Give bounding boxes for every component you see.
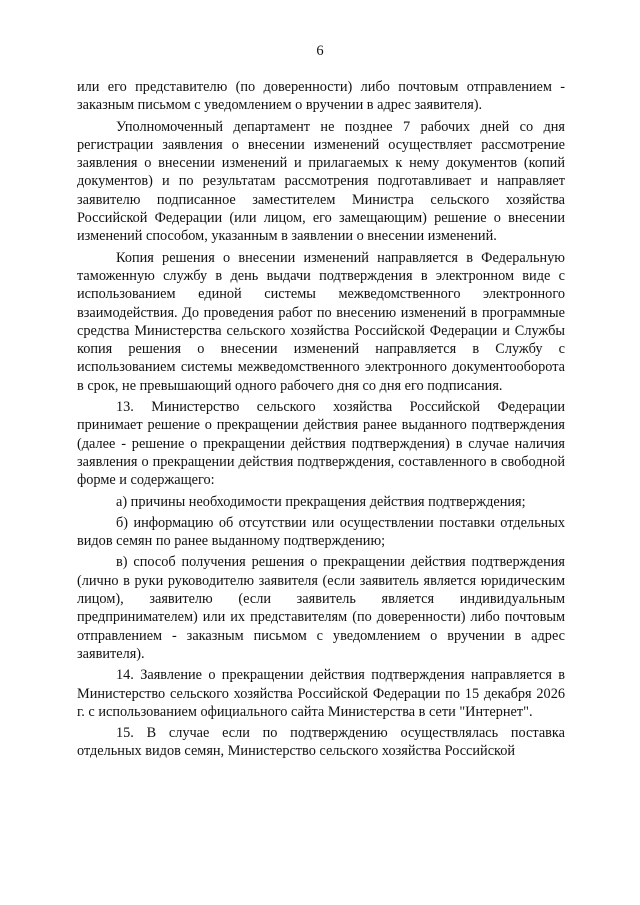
paragraph-review: Уполномоченный департамент не позднее 7 рабочих дней со дня регистрации заявления о внесении изменений осуществляет рассмотрение заявления о внесении изменений и прилагаемых к нему документов (копий документов) и по результатам рассмотрения подготавливает и направляет заявителю подписанное заместителем Министра сельского хозяйства Российской Федерации (или лицом, его замещающим) решение о внесении изменений способом, указанным в заявлении о внесении изменений. <box>77 118 565 245</box>
paragraph-item-15: 15. В случае если по подтверждению осуществлялась поставка отдельных видов семян, Министерство сельского хозяйства Российской <box>77 725 565 760</box>
paragraph-item-14: 14. Заявление о прекращении действия подтверждения направляется в Министерство сельского хозяйства Российской Федерации по 15 декабря 2026 г. с использованием официального сайта Министерства в сети "Интернет". <box>77 667 565 720</box>
paragraph-copy-decision: Копия решения о внесении изменений направляется в Федеральную таможенную службу в день выдачи подтверждения в электронном виде с использованием единой системы межведомственного электронного взаимодействия. До проведения работ по внесению изменений в программные средства Министерства сельского хозяйства Российской Федерации и Службы копия решения о внесении изменений направляется в Службу с использованием системы межведомственного электронного документооборота в срок, не превышающий одного рабочего дня со дня его подписания. <box>77 249 565 394</box>
paragraph-continuation: или его представителю (по доверенности) либо почтовым отправлением - заказным письмом с уведомлением о вручении в адрес заявителя). <box>77 79 565 114</box>
page-number: 6 <box>316 43 324 59</box>
paragraph-item-13c: в) способ получения решения о прекращении действия подтверждения (лично в руки руководителю заявителя (если заявитель является юридическим лицом), заявителю (если заявитель является индивидуальным предпринимателем) или их представителям (по доверенности) либо почтовым отправлением - заказным письмом с уведомлением о вручении в адрес заявителя). <box>77 554 565 662</box>
document-body <box>77 78 565 761</box>
paragraph-item-13b: б) информацию об отсутствии или осуществлении поставки отдельных видов семян по ранее выданному подтверждению; <box>77 514 565 550</box>
paragraph-item-13: 13. Министерство сельского хозяйства Российской Федерации принимает решение о прекращении действия ранее выданного подтверждения (далее - решение о прекращении действия подтверждения) в случае наличия заявления о прекращении действия подтверждения, составленного в свободной форме и содержащего: <box>77 399 565 489</box>
paragraph-item-13a: а) причины необходимости прекращения действия подтверждения; <box>116 493 526 510</box>
